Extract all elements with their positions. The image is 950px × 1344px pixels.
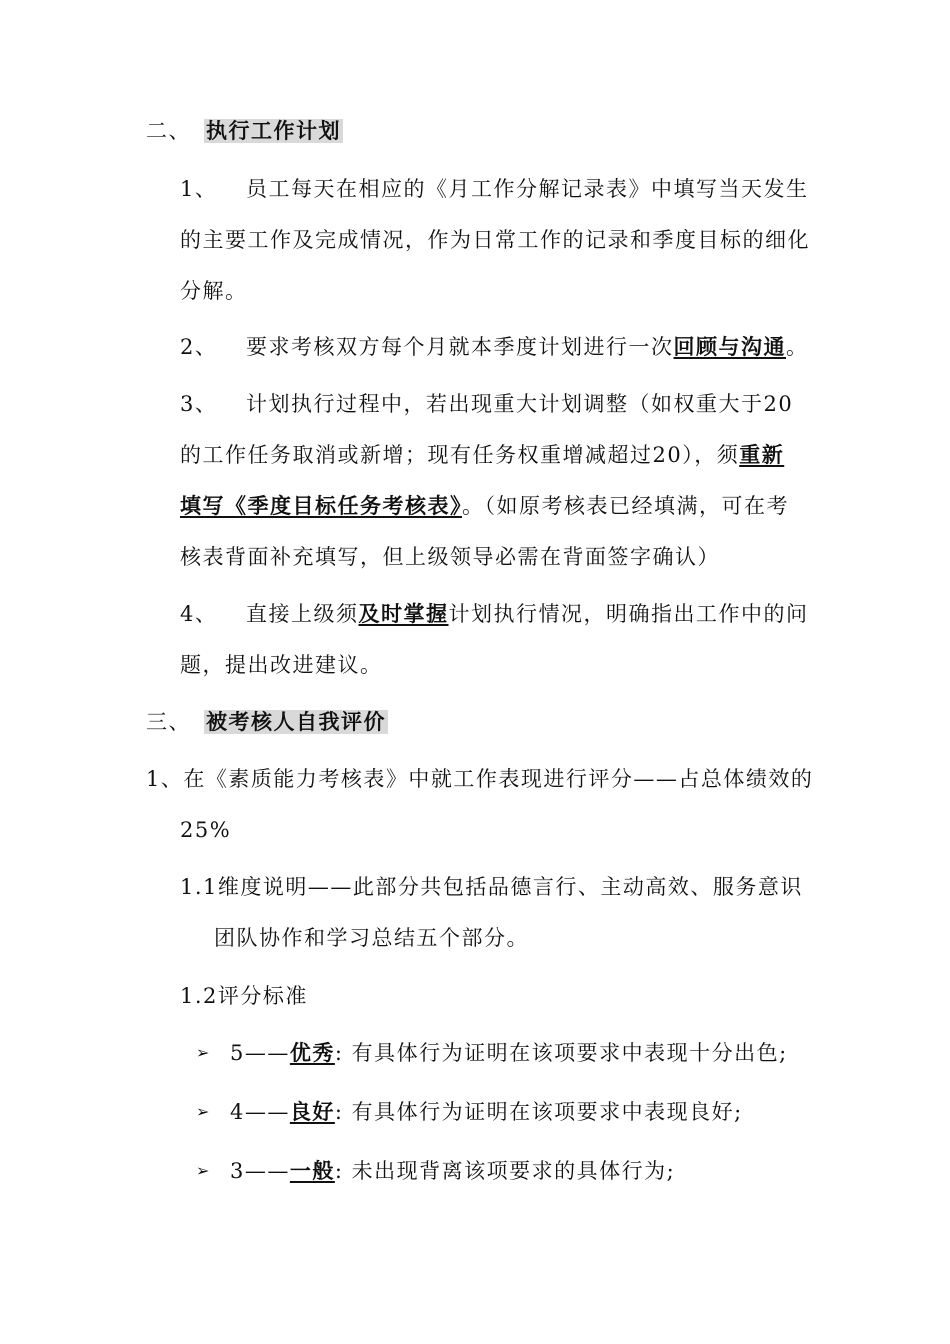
item-1-line-1 bbox=[180, 175, 809, 203]
item-number: 1、 bbox=[180, 177, 218, 201]
criteria-level: 一般 bbox=[289, 1159, 335, 1183]
emphasis-text: 重新 bbox=[739, 443, 785, 467]
section-title: 执行工作计划 bbox=[206, 119, 341, 143]
criteria-level: 良好 bbox=[289, 1100, 335, 1124]
emphasis-text: 及时掌握 bbox=[358, 602, 449, 626]
item-number: 4、 bbox=[180, 602, 218, 626]
section-heading-2 bbox=[146, 117, 343, 145]
paragraph-text: 。 bbox=[786, 335, 809, 359]
section-title: 被考核人自我评价 bbox=[206, 710, 386, 734]
sub-1-1-line-2: 团队协作和学习总结五个部分。 bbox=[214, 926, 529, 950]
s3-item-1-line-1: 1、在《素质能力考核表》中就工作表现进行评分——占总体绩效的 bbox=[146, 767, 814, 791]
criteria-score: 3—— bbox=[230, 1159, 290, 1183]
item-number: 3、 bbox=[180, 392, 218, 416]
criteria-description: : 未出现背离该项要求的具体行为; bbox=[334, 1159, 676, 1183]
item-3-line-2 bbox=[180, 441, 784, 469]
item-2-line-1 bbox=[180, 333, 809, 361]
criteria-item bbox=[230, 1039, 788, 1067]
arrow-bullet-icon: ➢ bbox=[196, 1161, 210, 1180]
criteria-item bbox=[230, 1098, 743, 1126]
item-3-line-4: 核表背面补充填写，但上级领导必需在背面签字确认） bbox=[180, 545, 720, 569]
arrow-bullet-icon: ➢ bbox=[196, 1043, 210, 1062]
criteria-description: : 有具体行为证明在该项要求中表现良好; bbox=[334, 1100, 743, 1124]
paragraph-text: 员工每天在相应的《月工作分解记录表》中填写当天发生 bbox=[246, 177, 809, 201]
item-1-line-3: 分解。 bbox=[180, 279, 248, 303]
item-3-line-3 bbox=[180, 492, 789, 520]
item-3-line-1 bbox=[180, 390, 793, 418]
paragraph-text: 的工作任务取消或新增；现有任务权重增减超过20），须 bbox=[180, 443, 740, 467]
paragraph-text: 。（如原考核表已经填满，可在考 bbox=[462, 494, 789, 518]
item-4-line-2: 题，提出改进建议。 bbox=[180, 653, 383, 677]
paragraph-text: 要求考核双方每个月就本季度计划进行一次 bbox=[246, 335, 674, 359]
paragraph-text: 计划执行过程中，若出现重大计划调整（如权重大于20 bbox=[246, 392, 794, 416]
s3-item-1-line-2: 25% bbox=[180, 818, 232, 842]
section-heading-3 bbox=[146, 708, 388, 736]
arrow-bullet-icon: ➢ bbox=[196, 1102, 210, 1121]
emphasis-text: 回顾与沟通 bbox=[673, 335, 786, 359]
sub-1-2-label: 1.2评分标准 bbox=[180, 984, 308, 1008]
paragraph-text: 直接上级须 bbox=[246, 602, 359, 626]
criteria-score: 4—— bbox=[230, 1100, 290, 1124]
criteria-description: : 有具体行为证明在该项要求中表现十分出色; bbox=[334, 1041, 788, 1065]
criteria-item bbox=[230, 1157, 675, 1185]
item-number: 2、 bbox=[180, 335, 218, 359]
paragraph-text: 计划执行情况，明确指出工作中的问 bbox=[448, 602, 809, 626]
criteria-level: 优秀 bbox=[289, 1041, 335, 1065]
sub-1-1-line-1: 1.1维度说明——此部分共包括品德言行、主动高效、服务意识 bbox=[180, 875, 803, 899]
emphasis-text: 填写《季度目标任务考核表》 bbox=[180, 494, 462, 518]
item-4-line-1 bbox=[180, 600, 809, 628]
section-number: 三、 bbox=[146, 710, 191, 734]
criteria-score: 5—— bbox=[230, 1041, 290, 1065]
item-1-line-2: 的主要工作及完成情况，作为日常工作的记录和季度目标的细化 bbox=[180, 228, 810, 252]
section-number: 二、 bbox=[146, 119, 191, 143]
